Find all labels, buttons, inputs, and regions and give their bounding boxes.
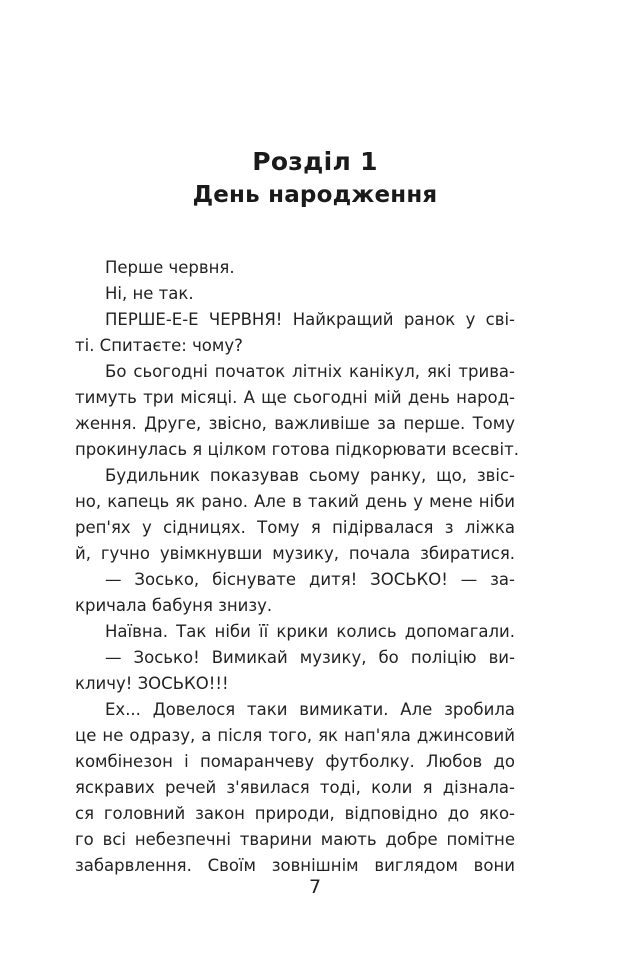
text-line: ті. Спитаєте: чому?: [75, 336, 243, 355]
text-line: Ні, не так.: [105, 284, 194, 303]
text-line: Наївна. Так ніби її крики колись допомагали.: [105, 622, 515, 641]
chapter-heading: [0, 146, 630, 211]
text-line: ПЕРШЕ-Е-Е ЧЕРВНЯ! Найкращий ранок у сві-: [105, 310, 515, 329]
text-line: Перше червня.: [105, 258, 235, 277]
text-line: Будильник показував сьому ранку, що, звіс-: [105, 466, 515, 485]
text-line: Ех... Довелося таки вимикати. Але зробила: [105, 700, 515, 719]
body-text: [75, 255, 519, 879]
chapter-title: День народження: [192, 182, 438, 208]
text-line: ся головний закон природи, відповідно до яко-: [75, 804, 515, 823]
text-line: й, гучно увімкнувши музику, почала збиратися.: [75, 544, 515, 563]
text-line: кричала бабуня знизу.: [75, 596, 273, 615]
text-line: забарвлення. Своїм зовнішнім виглядом вони: [75, 856, 515, 875]
chapter-number: Розділ 1: [252, 147, 378, 176]
page-number: 7: [308, 876, 322, 898]
text-line: — Зосько, біснувате дитя! ЗОСЬКО! — за-: [105, 570, 515, 589]
text-line: яскравих речей з'явилася тоді, коли я дізнала-: [75, 778, 515, 797]
text-line: реп'ях у сідницях. Тому я підірвалася з ліжка: [75, 518, 515, 537]
text-line: кличу! ЗОСЬКО!!!: [75, 674, 229, 693]
text-line: ження. Друге, звісно, важливіше за перше. Тому: [75, 414, 515, 433]
text-line: прокинулась я цілком готова підкорювати всесвіт.: [75, 440, 519, 459]
text-line: комбінезон і помаранчеву футболку. Любов до: [75, 752, 515, 771]
text-line: це не одразу, а після того, як нап'яла джинсовий: [75, 726, 515, 745]
text-line: но, капець як рано. Але в такий день у мене ніби: [75, 492, 515, 511]
text-line: го всі небезпечні тварини мають добре помітне: [75, 830, 515, 849]
text-line: тимуть три місяці. А ще сьогодні мій день народ-: [75, 388, 515, 407]
text-line: Бо сьогодні початок літніх канікул, які трива-: [105, 362, 515, 381]
text-line: — Зосько! Вимикай музику, бо поліцію ви-: [105, 648, 515, 667]
